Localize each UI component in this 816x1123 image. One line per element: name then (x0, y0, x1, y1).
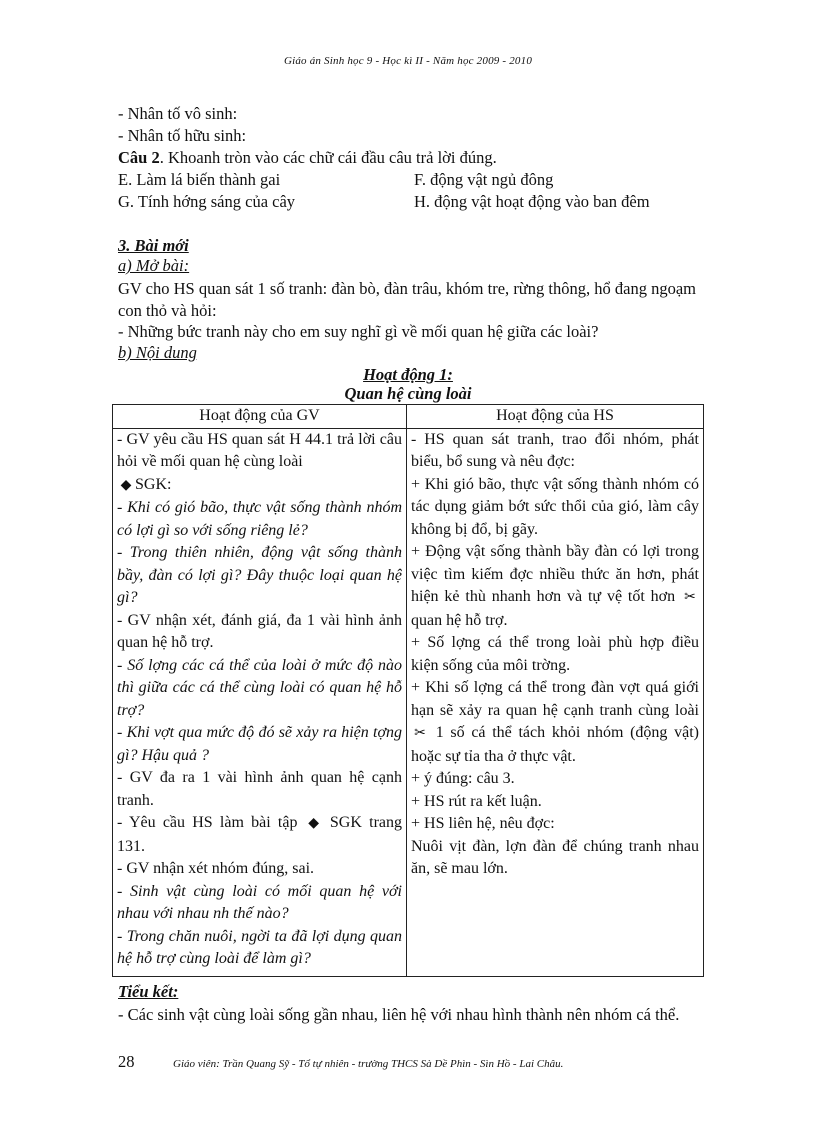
option-h: H. động vật hoạt động vào ban đêm (414, 192, 650, 211)
question-label: Câu 2 (118, 148, 160, 167)
gv-item (117, 474, 402, 498)
col-header-gv: Hoạt động của GV (113, 405, 407, 429)
hs-item-text: + ý đúng: câu 3. (411, 770, 515, 787)
hs-item (411, 677, 699, 768)
page-footer (118, 1052, 718, 1072)
hs-item-text: + Khi số lợng cá thể trong đàn vợt quá giới hạn sẽ xảy ra quan hệ cạnh tranh cùng loài (411, 679, 699, 719)
hs-item-text: + HS liên hệ, nêu đợc: (411, 815, 555, 832)
footer-author: Giáo viên: Trần Quang Sỹ - Tổ tự nhiên - trường THCS Sà Dề Phìn - Sìn Hồ - Lai Châu. (173, 1058, 564, 1070)
gv-item (117, 881, 402, 926)
gv-item (117, 722, 402, 767)
hs-item-text: + Khi gió bão, thực vật sống thành nhóm có tác dụng giảm bớt sức thổi của gió, làm cây không bị đổ, bị gãy. (411, 475, 699, 538)
hs-item-text: + Động vật sống thành bầy đàn có lợi trong việc tìm kiếm đợc nhiều thức ăn hơn, phát hiện kẻ thù nhanh hơn và tự vệ tốt hơn (411, 543, 699, 605)
gv-item-text: - GV đa ra 1 vài hình ảnh quan hệ cạnh tranh. (117, 769, 402, 809)
option-row (118, 170, 698, 190)
hs-item-text: - HS quan sát tranh, trao đổi nhóm, phát biểu, bổ sung và nêu đợc: (411, 430, 699, 470)
hs-item (411, 429, 699, 474)
hs-activities-cell (407, 428, 704, 976)
hs-item-text: + Số lợng cá thể trong loài phù hợp điều kiện sống của môi trờng. (411, 634, 699, 674)
activity-title: Hoạt động 1: (363, 365, 453, 384)
hs-item (411, 474, 699, 542)
gv-item (117, 497, 402, 542)
intro-paragraph: GV cho HS quan sát 1 số tranh: đàn bò, đàn trâu, khóm tre, rừng thông, hổ đang ngoạm con thỏ và hỏi: (118, 279, 696, 320)
hs-item (411, 813, 699, 836)
option-row (118, 192, 698, 212)
hs-item (411, 632, 699, 677)
page-header: Giáo án Sinh học 9 - Học kì II - Năm học 2009 - 2010 (283, 55, 533, 67)
scissors-icon: ✂ (414, 726, 426, 741)
gv-item-text: - Khi có gió bão, thực vật sống thành nhóm có lợi gì so với sống riêng lẻ? (117, 499, 402, 539)
hs-item (411, 791, 699, 814)
gv-item (117, 429, 402, 474)
summary-text: - Các sinh vật cùng loài sống gần nhau, liên hệ với nhau hình thành nên nhóm cá thể. (118, 1005, 680, 1024)
subsection-b-title: b) Nội dung (118, 343, 197, 362)
activity-subtitle: Quan hệ cùng loài (344, 384, 472, 403)
gv-item-text-cont: SGK trang 131. (117, 814, 402, 855)
gv-item-text: - GV yêu cầu HS quan sát H 44.1 trả lời câu hỏi về mối quan hệ cùng loài (117, 430, 402, 470)
bullet-icon: ◆ (120, 477, 132, 493)
gv-item (117, 926, 402, 971)
gv-item (117, 610, 402, 655)
bullet-icon: ◆ (308, 816, 320, 831)
gv-item (117, 812, 402, 858)
summary-title: Tiểu kết: (118, 982, 179, 1001)
hs-item-text: + HS rút ra kết luận. (411, 792, 542, 810)
subsection-a-title: a) Mở bài: (118, 256, 190, 275)
question-2 (118, 148, 497, 168)
gv-item (117, 767, 402, 812)
gv-item (117, 858, 402, 881)
hs-item-text: Nuôi vịt đàn, lợn đàn để chúng tranh nhau ăn, sẽ mau lớn. (411, 837, 699, 877)
gv-item-text: - Khi vợt qua mức độ đó sẽ xảy ra hiện tợng gì? Hậu quả ? (117, 724, 402, 764)
col-header-hs: Hoạt động của HS (407, 405, 704, 429)
hs-item-text-cont: 1 số cá thể tách khỏi nhóm (động vật) hoặc sự tỉa tha ở thực vật. (411, 724, 700, 765)
gv-item-text: - GV nhận xét, đánh giá, đa 1 vài hình ảnh quan hệ hỗ trợ. (117, 611, 402, 651)
gv-item (117, 655, 402, 723)
option-f: F. động vật ngủ đông (414, 170, 554, 189)
hs-item (411, 541, 699, 632)
activity-table (112, 404, 704, 977)
option-e: E. Làm lá biến thành gai (118, 170, 281, 189)
gv-item-text: - Trong thiên nhiên, động vật sống thành bầy, đàn có lợi gì? Đây thuộc loại quan hệ gì? (117, 544, 402, 606)
hs-item-text-cont: quan hệ hỗ trợ. (411, 611, 508, 629)
option-g: G. Tính hớng sáng của cây (118, 192, 296, 211)
scissors-icon: ✂ (684, 590, 696, 605)
question-text: . Khoanh tròn vào các chữ cái đầu câu trả lời đúng. (159, 148, 497, 167)
gv-item-text: - GV nhận xét nhóm đúng, sai. (117, 860, 315, 877)
section-title: 3. Bài mới (118, 236, 189, 255)
gv-item-text: - Yêu cầu HS làm bài tập (117, 814, 298, 831)
gv-item-text: - Trong chăn nuôi, ngời ta đã lợi dụng quan hệ hỗ trợ cùng loài để làm gì? (117, 927, 402, 967)
text-line: - Nhân tố vô sinh: (118, 104, 238, 123)
page-number: 28 (118, 1052, 135, 1071)
hs-item (411, 768, 699, 791)
gv-item-text: - Số lợng các cá thể của loài ở mức độ nào thì giữa các cá thể cùng loài có quan hệ hỗ trợ? (117, 656, 402, 719)
gv-activities-cell (113, 428, 407, 976)
text-line: - Nhân tố hữu sinh: (118, 126, 247, 145)
gv-item-text: - Sinh vật cùng loài có mối quan hệ với nhau với nhau nh thế nào? (117, 882, 402, 922)
gv-item (117, 542, 402, 610)
gv-item-text: SGK: (135, 475, 172, 493)
intro-question: - Những bức tranh này cho em suy nghĩ gì về mối quan hệ giữa các loài? (118, 322, 599, 341)
hs-item (411, 836, 699, 881)
